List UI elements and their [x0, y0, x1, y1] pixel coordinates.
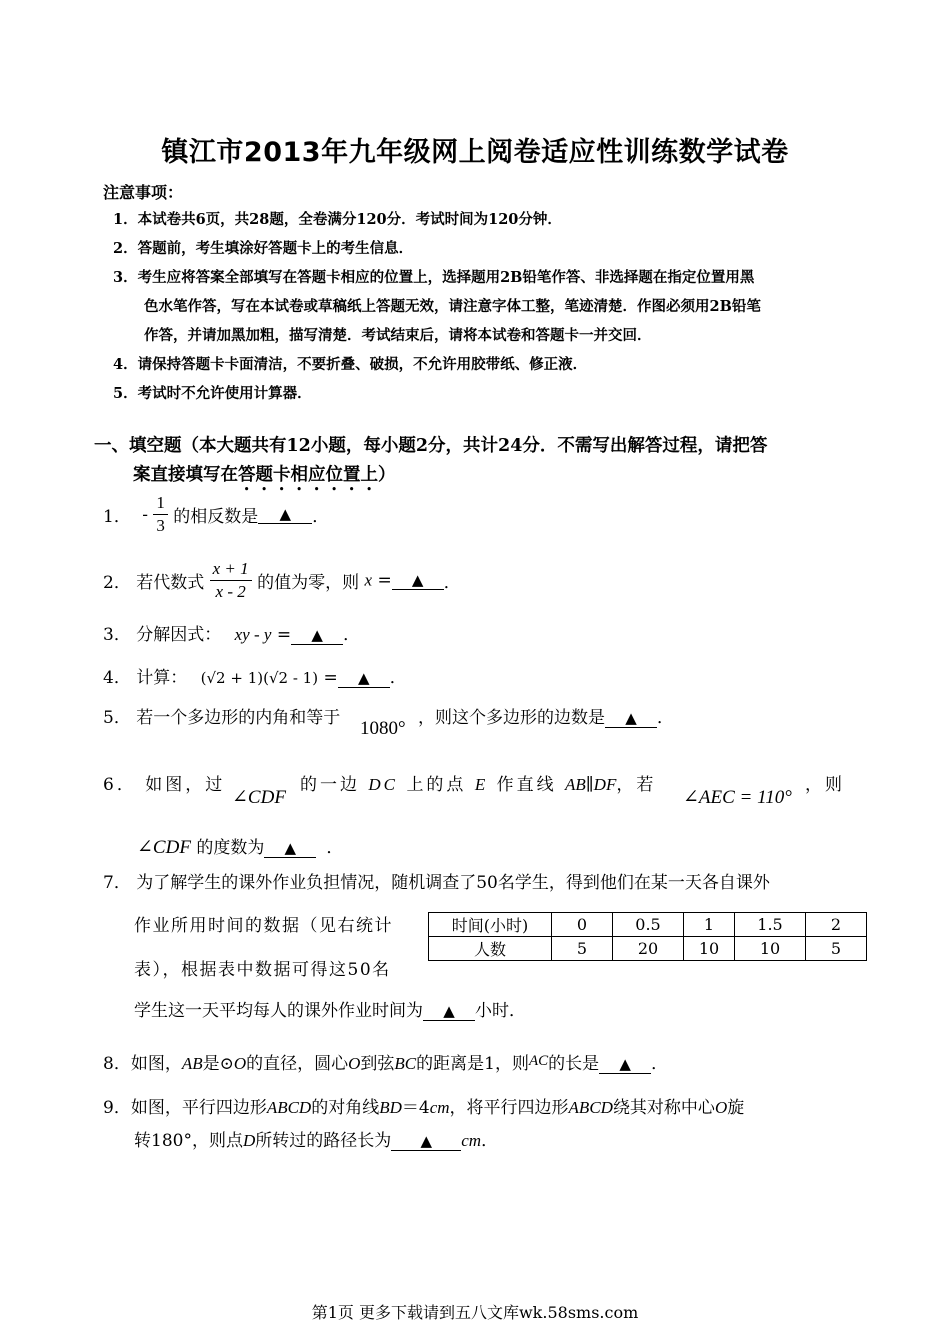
question-text: ，则这个多边形的边数是	[418, 708, 605, 728]
notice-item: 作答，并请加黑加粗，描写清楚．考试结束后，请将本试卷和答题卡一并交回．	[144, 327, 652, 344]
question-text: ，则	[805, 775, 845, 795]
question-7	[103, 868, 770, 893]
answer-blank: ▲	[392, 571, 444, 590]
question-number: 5．	[103, 708, 131, 728]
question-text: 若代数式	[136, 573, 205, 593]
table-cell: 5	[806, 937, 867, 961]
fraction-denominator: x - 2	[215, 582, 246, 601]
unit: 小时．	[475, 1001, 526, 1021]
question-text: ＝4	[401, 1098, 430, 1118]
punctuation: ．	[326, 838, 344, 858]
answer-blank: ▲	[605, 709, 657, 728]
stats-table	[428, 912, 867, 961]
notice-item: 色水笔作答，写在本试卷或草稿纸上答题无效，请注意字体工整，笔迹清楚．作图必须用2B铅笔	[144, 298, 761, 315]
question-text: ，若	[616, 775, 657, 795]
question-text: 作业所用时间的数据（见右统计	[134, 916, 393, 936]
question-text: 到弦	[360, 1054, 395, 1074]
question-5	[103, 703, 340, 728]
table-cell: 5	[552, 937, 613, 961]
expression: (√2 + 1)(√2 - 1)	[200, 669, 319, 687]
question-text: 作直线	[496, 775, 557, 795]
punctuation: ．	[443, 573, 461, 593]
punctuation: ．	[312, 507, 330, 527]
fraction-numerator: 1	[153, 492, 168, 515]
question-text: 若一个多边形的内角和等于	[136, 708, 341, 728]
page-footer: 第1页 更多下载请到五八文库wk.58sms.com	[311, 1303, 639, 1322]
question-text: 的相反数是	[173, 507, 259, 527]
question-2	[103, 558, 461, 603]
point-label: O	[233, 1054, 247, 1073]
table-header-cell: 时间(小时)	[429, 913, 552, 937]
expression: xy - y	[234, 625, 272, 644]
equals-sign: =	[276, 625, 292, 645]
minus-sign: -	[142, 504, 148, 525]
page-title: 镇江市2013年九年级网上阅卷适应性训练数学试卷	[161, 137, 789, 168]
question-text: 如图，过	[145, 775, 226, 795]
question-number: 7．	[103, 873, 131, 893]
shape-label: ABCD	[266, 1098, 312, 1117]
question-number: 1．	[103, 507, 131, 527]
section-heading-cont	[133, 461, 396, 495]
section-text: ）	[378, 465, 396, 485]
question-text: 为了解学生的课外作业负担情况，随机调查了50名学生，得到他们在某一天各自课外	[136, 873, 770, 893]
equals-sign: =	[323, 668, 338, 688]
question-9-line2	[134, 1126, 498, 1151]
question-text: 上的点	[406, 775, 467, 795]
question-6-line2	[137, 833, 343, 859]
question-text: 的距离是1，则	[416, 1054, 529, 1074]
unit: cm	[429, 1098, 450, 1117]
answer-blank: ▲	[423, 1002, 475, 1021]
angle-cdf: ∠CDF	[137, 837, 191, 858]
punctuation: ．	[389, 668, 407, 688]
punctuation: ．	[481, 1131, 499, 1151]
answer-blank: ▲	[391, 1132, 461, 1151]
answer-blank: ▲	[599, 1055, 651, 1074]
answer-blank: ▲	[258, 505, 312, 524]
question-1	[103, 492, 329, 537]
table-row	[429, 937, 867, 961]
notice-item: 4．请保持答题卡卡面清洁，不要折叠、破损，不允许用胶带纸、修正液．	[113, 356, 588, 373]
arc-label: AC	[528, 1053, 549, 1069]
question-number: 4．	[103, 668, 131, 688]
shape-label: ABCD	[568, 1098, 613, 1117]
table-cell: 10	[735, 937, 806, 961]
question-text: 的值为零，则	[257, 573, 360, 593]
segment-label: BC	[394, 1054, 417, 1073]
segment-label: DC	[368, 775, 399, 794]
punctuation: ．	[343, 625, 361, 645]
question-6	[103, 770, 225, 795]
notice-item: 2．答题前，考生填涂好答题卡上的考生信息．	[113, 240, 414, 257]
question-9	[103, 1093, 744, 1118]
fraction-denominator: 3	[156, 516, 165, 535]
angle-value: 1080°	[360, 718, 406, 739]
notice-heading: 注意事项：	[103, 183, 184, 202]
punctuation: ．	[657, 708, 674, 728]
question-5-cont	[418, 703, 674, 728]
notice-item: 3．考生应将答案全部填写在答题卡相应的位置上，选择题用2B铅笔作答、非选择题在指定位置用黑	[113, 269, 755, 286]
point-label: D	[242, 1131, 256, 1150]
question-text: 是⊙	[202, 1054, 234, 1074]
question-text: 计算：	[136, 668, 188, 688]
table-cell: 人数	[429, 937, 552, 961]
question-text: 的一边	[300, 775, 360, 795]
segment-label: AB	[181, 1054, 203, 1073]
question-text: 分解因式：	[136, 625, 222, 645]
table-cell: 20	[613, 937, 684, 961]
angle-aec: ∠AEC = 110°	[683, 787, 792, 808]
table-header-cell: 0	[552, 913, 613, 937]
question-text: 所转过的路径长为	[255, 1131, 392, 1151]
question-text: 如图，平行四边形	[130, 1098, 267, 1118]
question-6-cont	[300, 770, 656, 795]
question-text: 的对角线	[311, 1098, 380, 1118]
variable: x	[364, 570, 373, 590]
point-label: E	[474, 775, 489, 794]
table-cell: 10	[684, 937, 735, 961]
question-7-line4	[134, 996, 526, 1021]
question-text: 转180°，则点	[134, 1131, 243, 1151]
question-text: 如图，	[130, 1054, 182, 1074]
punctuation: ．	[651, 1054, 669, 1074]
fraction	[153, 492, 168, 537]
question-text: 的长是	[548, 1054, 600, 1074]
question-text: 的度数为	[196, 838, 265, 858]
unit: cm	[461, 1131, 482, 1150]
point-label: O	[714, 1098, 728, 1117]
table-row	[429, 913, 867, 937]
question-text: 表），根据表中数据可得这50名	[134, 960, 391, 980]
fraction-numerator: x + 1	[210, 558, 252, 581]
parallel-lines: AB∥DF	[565, 775, 617, 794]
question-number: 6．	[103, 775, 137, 795]
question-number: 2．	[103, 573, 131, 593]
point-label: O	[348, 1054, 361, 1073]
answer-blank: ▲	[291, 626, 343, 645]
equals-sign: =	[377, 570, 392, 591]
angle-cdf: ∠CDF	[232, 787, 286, 808]
question-3	[103, 620, 360, 645]
answer-blank: ▲	[264, 839, 316, 858]
question-text: 学生这一天平均每人的课外作业时间为	[134, 1001, 423, 1021]
table-header-cell: 2	[806, 913, 867, 937]
question-text: ，将平行四边形	[449, 1098, 569, 1118]
answer-blank: ▲	[338, 669, 390, 688]
question-8	[103, 1049, 668, 1074]
question-number: 3．	[103, 625, 131, 645]
notice-item: 1．本试卷共6页，共28题，全卷满分120分．考试时间为120分钟．	[113, 211, 562, 228]
fraction	[210, 558, 252, 603]
question-text: 的直径，圆心	[246, 1054, 349, 1074]
question-text: 绕其对称中心	[612, 1098, 715, 1118]
question-number: 8．	[103, 1054, 131, 1074]
question-text: 旋	[727, 1098, 745, 1118]
section-text: 案直接填写在	[133, 465, 238, 485]
segment-label: BD	[379, 1098, 402, 1117]
question-4	[103, 663, 407, 688]
notice-item: 5．考试时不允许使用计算器．	[113, 385, 312, 402]
table-header-cell: 1.5	[735, 913, 806, 937]
section-emphasis: 答题卡相应位置上	[238, 465, 378, 485]
table-header-cell: 0.5	[613, 913, 684, 937]
question-number: 9．	[103, 1098, 131, 1118]
section-heading: 一、填空题（本大题共有12小题，每小题2分，共计24分．不需写出解答过程，请把答	[94, 436, 768, 456]
table-header-cell: 1	[684, 913, 735, 937]
